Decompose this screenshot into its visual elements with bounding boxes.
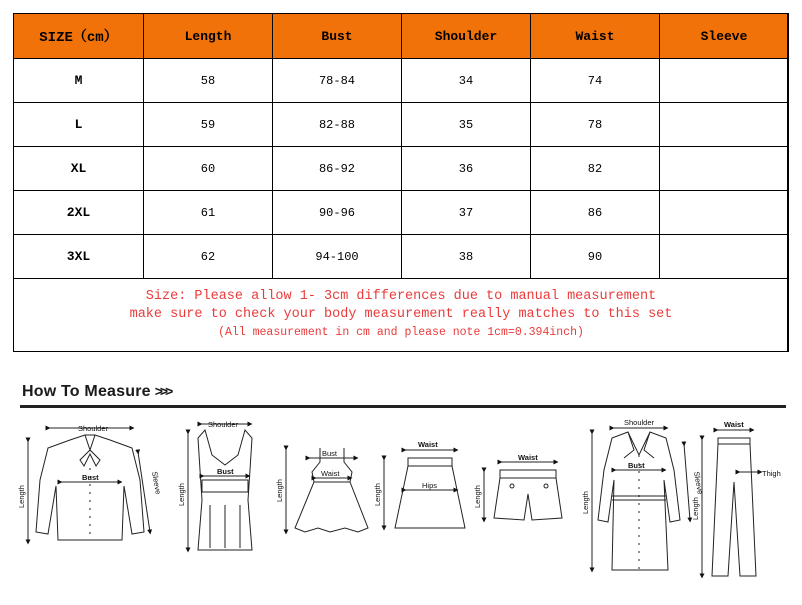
chevrons-icon: >>> xyxy=(154,383,171,399)
trousers-waist-label: Waist xyxy=(724,420,744,429)
header-sleeve: Sleeve xyxy=(660,14,789,59)
coat-bust-label: Bust xyxy=(628,461,645,470)
coat-shoulder-label: Shoulder xyxy=(624,418,655,427)
waist-cell: 86 xyxy=(531,191,660,235)
how-to-measure-label: How To Measure xyxy=(22,383,151,400)
shoulder-cell: 35 xyxy=(402,103,531,147)
header-shoulder: Shoulder xyxy=(402,14,531,59)
shorts-diagram xyxy=(484,462,562,520)
note-row xyxy=(14,279,789,352)
shoulder-cell: 37 xyxy=(402,191,531,235)
bust-cell: 86-92 xyxy=(273,147,402,191)
size-cell: 2XL xyxy=(14,191,144,235)
shorts-waist-label: Waist xyxy=(518,453,538,462)
dress-length-label: Length xyxy=(275,479,284,502)
garment-illustrations xyxy=(0,410,802,600)
sleeve-cell xyxy=(660,103,789,147)
sleeve-cell xyxy=(660,147,789,191)
bust-cell: 94-100 xyxy=(273,235,402,279)
waist-cell: 74 xyxy=(531,59,660,103)
header-size: SIZE（cm） xyxy=(14,14,144,59)
tank-bust-label: Bust xyxy=(217,467,234,476)
dress-bust-label: Bust xyxy=(322,449,338,458)
note-line-3: (All measurement in cm and please note 1cm=0.394inch) xyxy=(218,326,584,339)
sleeve-cell xyxy=(660,59,789,103)
length-cell: 60 xyxy=(144,147,273,191)
header-waist: Waist xyxy=(531,14,660,59)
trousers-thigh-label: Thigh xyxy=(762,469,781,478)
size-chart xyxy=(13,13,788,352)
blouse-length-label: Length xyxy=(17,485,26,508)
coat-length-label: Length xyxy=(581,491,590,514)
length-cell: 61 xyxy=(144,191,273,235)
length-cell: 58 xyxy=(144,59,273,103)
header-row xyxy=(14,14,789,59)
how-to-measure-title xyxy=(22,383,170,401)
blouse-diagram xyxy=(28,428,150,542)
shorts-length-label: Length xyxy=(473,485,482,508)
tank-top-diagram xyxy=(188,424,252,550)
bust-cell: 78-84 xyxy=(273,59,402,103)
dress-waist-label: Waist xyxy=(321,469,340,478)
table-row xyxy=(14,59,789,103)
tank-shoulder-label: Shoulder xyxy=(208,420,239,429)
title-underline xyxy=(20,405,786,408)
table-row xyxy=(14,191,789,235)
blouse-sleeve-label: Sleeve xyxy=(150,470,163,495)
shoulder-cell: 38 xyxy=(402,235,531,279)
table-row xyxy=(14,147,789,191)
note-line-2: make sure to check your body measurement really matches to this set xyxy=(129,307,673,322)
waist-cell: 82 xyxy=(531,147,660,191)
header-bust: Bust xyxy=(273,14,402,59)
skirt-hips-label: Hips xyxy=(422,481,438,490)
skirt-length-label: Length xyxy=(373,483,382,506)
sleeve-cell xyxy=(660,191,789,235)
header-length: Length xyxy=(144,14,273,59)
bust-cell: 90-96 xyxy=(273,191,402,235)
length-cell: 62 xyxy=(144,235,273,279)
shoulder-cell: 36 xyxy=(402,147,531,191)
size-cell: M xyxy=(14,59,144,103)
coat-diagram xyxy=(592,428,690,570)
table-row xyxy=(14,235,789,279)
tank-length-label: Length xyxy=(177,483,186,506)
shoulder-cell: 34 xyxy=(402,59,531,103)
trousers-length-label: Length xyxy=(691,497,700,520)
strap-dress-diagram xyxy=(286,448,368,532)
blouse-shoulder-label: Shoulder xyxy=(78,424,109,433)
measurement-note xyxy=(14,279,789,352)
sleeve-cell xyxy=(660,235,789,279)
trousers-diagram xyxy=(702,430,760,576)
waist-cell: 90 xyxy=(531,235,660,279)
size-cell: 3XL xyxy=(14,235,144,279)
size-cell: XL xyxy=(14,147,144,191)
note-line-1: Size: Please allow 1- 3cm differences due to manual measurement xyxy=(145,289,657,304)
size-table xyxy=(13,13,789,352)
coat-sleeve-label: Sleeve xyxy=(692,470,705,495)
size-cell: L xyxy=(14,103,144,147)
skirt-waist-label: Waist xyxy=(418,440,438,449)
measure-diagrams xyxy=(0,410,802,600)
blouse-bust-label: Bust xyxy=(82,473,99,482)
table-row xyxy=(14,103,789,147)
length-cell: 59 xyxy=(144,103,273,147)
bust-cell: 82-88 xyxy=(273,103,402,147)
waist-cell: 78 xyxy=(531,103,660,147)
